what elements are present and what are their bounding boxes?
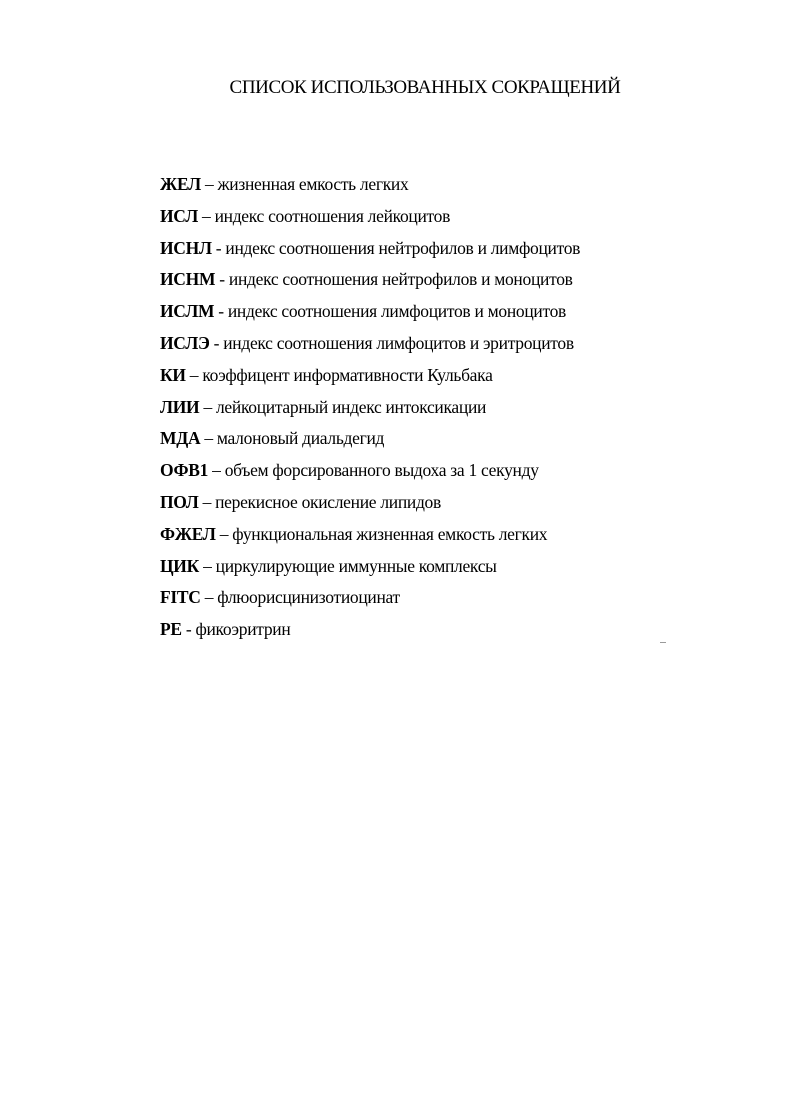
abbreviation-definition: циркулирующие иммунные комплексы	[215, 555, 497, 576]
abbreviation-definition: объем форсированного выдоха за 1 секунду	[224, 460, 539, 481]
list-item	[160, 204, 580, 236]
page-title: СПИСОК ИСПОЛЬЗОВАННЫХ СОКРАЩЕНИЙ	[229, 77, 621, 98]
list-item	[160, 458, 580, 490]
separator: –	[198, 491, 216, 512]
separator: –	[199, 555, 216, 576]
abbreviation-definition: индекс соотношения лимфоцитов и эритроцитов	[223, 332, 574, 353]
abbreviation-definition: лейкоцитарный индекс интоксикации	[215, 396, 487, 417]
abbreviation-term: ЦИК	[160, 555, 200, 576]
abbreviation-term: МДА	[160, 428, 201, 449]
separator: –	[200, 428, 217, 449]
separator: –	[197, 205, 215, 226]
abbreviation-term: FITC	[160, 587, 201, 608]
separator: -	[215, 269, 229, 290]
list-item	[160, 331, 580, 363]
abbreviation-term: ИСНМ	[160, 269, 216, 290]
abbreviation-term: ИСНЛ	[160, 237, 212, 258]
list-item	[160, 585, 580, 617]
scan-artifact	[660, 642, 666, 643]
list-item	[160, 395, 580, 427]
list-item	[160, 363, 580, 395]
list-item	[160, 299, 580, 331]
separator: -	[181, 619, 196, 640]
abbreviation-term: ЖЕЛ	[160, 174, 201, 194]
abbreviation-term: КИ	[160, 364, 186, 385]
abbreviation-term: PE	[160, 619, 182, 640]
list-item	[160, 267, 580, 299]
separator: –	[185, 364, 203, 385]
abbreviation-definition: индекс соотношения нейтрофилов и моноцитов	[228, 269, 573, 290]
list-item	[160, 617, 580, 649]
separator: -	[211, 237, 226, 258]
abbreviation-definition: коэффицент информативности Кульбака	[202, 364, 493, 385]
abbreviation-definition: жизненная емкость легких	[217, 174, 409, 194]
list-item	[160, 426, 580, 458]
abbreviation-definition: индекс соотношения лейкоцитов	[214, 205, 451, 226]
separator: –	[215, 523, 233, 544]
abbreviation-definition: фикоэритрин	[195, 619, 291, 640]
list-item	[160, 172, 580, 204]
abbreviation-definition: малоновый диальдегид	[216, 428, 385, 449]
abbreviation-term: ЛИИ	[160, 396, 200, 417]
list-item	[160, 522, 580, 554]
abbreviation-list	[160, 172, 580, 649]
list-item	[160, 236, 580, 268]
abbreviation-definition: индекс соотношения нейтрофилов и лимфоцитов	[225, 237, 581, 258]
separator: -	[209, 332, 224, 353]
separator: –	[199, 396, 216, 417]
abbreviation-definition: индекс соотношения лимфоцитов и моноцитов	[227, 301, 567, 322]
abbreviation-definition: флюорисцинизотиоцинат	[217, 587, 400, 608]
abbreviation-term: ПОЛ	[160, 491, 199, 512]
separator: -	[214, 301, 228, 322]
abbreviation-term: ИСЛ	[160, 205, 198, 226]
abbreviation-definition: функциональная жизненная емкость легких	[232, 523, 548, 544]
abbreviation-term: ФЖЕЛ	[160, 523, 216, 544]
abbreviation-term: ОФВ1	[160, 460, 209, 481]
abbreviation-term: ИСЛМ	[160, 301, 215, 322]
list-item	[160, 490, 580, 522]
separator: –	[200, 174, 218, 194]
separator: –	[200, 587, 218, 608]
abbreviation-definition: перекисное окисление липидов	[215, 491, 441, 512]
abbreviation-term: ИСЛЭ	[160, 332, 210, 353]
list-item	[160, 554, 580, 586]
separator: –	[208, 460, 225, 481]
